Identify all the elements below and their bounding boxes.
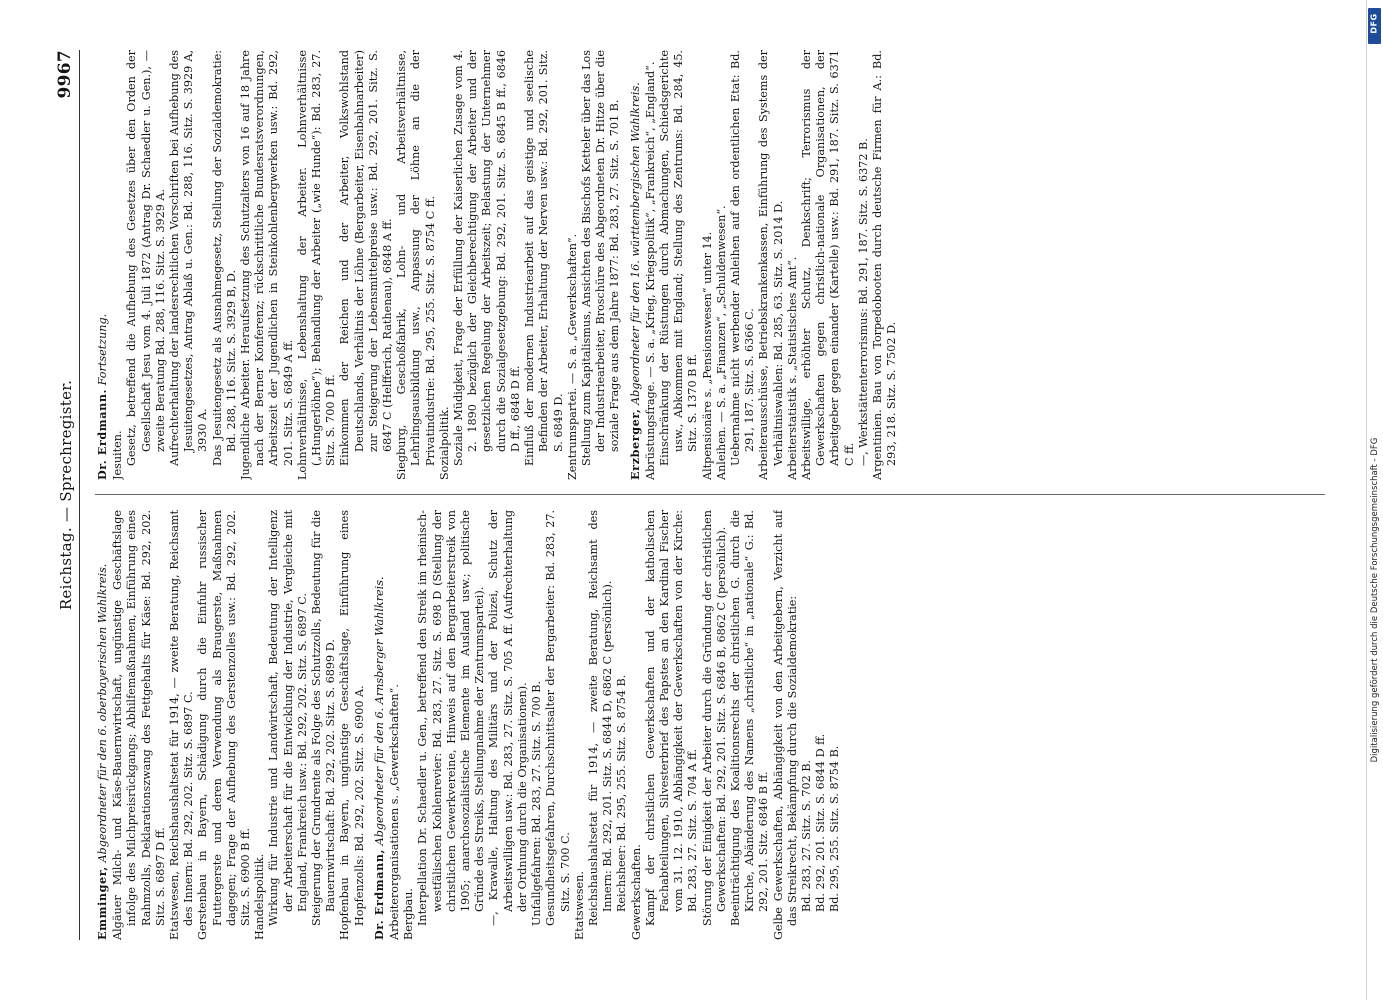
index-entry	[388, 510, 402, 940]
digitization-note-text: Digitalisierung gefördert durch die Deutsche Forschungsgemeinschaft - DFG	[1370, 437, 1380, 763]
index-entry	[196, 510, 253, 940]
index-entry	[701, 50, 715, 480]
index-entry-text: Gewerkschaften.	[629, 844, 643, 940]
dfg-logo	[1368, 8, 1381, 44]
index-entry-text: Einschränkung der Rüstungen durch Abmachungen, Schiedsgerichte usw., Abkommen mit England; Stellung des Zentrums: Bd. 284, 45. Sitz. S. 1370 B ff.	[657, 50, 700, 466]
index-entry	[530, 510, 544, 940]
index-entry	[786, 50, 800, 480]
index-entry-text: Beeinträchtigung des Koalitionsrechts der christlichen G. durch die Kirche, Abänderung des Namens „christliche“ in „nationale“ G.: Bd. 292, 201. Sitz. 6846 B ff.	[728, 510, 771, 926]
index-entry	[211, 50, 239, 480]
index-entry	[644, 510, 701, 940]
index-entry-text: Bd. 292, 201. Sitz. S. 6844 D ff.	[814, 733, 828, 912]
index-entry-text: Etatswesen.	[572, 871, 586, 940]
index-entry	[111, 50, 125, 480]
index-entry-text: Algäuer Milch- und Käse-Bauernwirtschaft, ungünstige Geschäftslage infolge des Milchpreisrückgangs; Abhilfemaßnahmen, Einführung eines Rahmzolls, Deklarationszwang des Fettgehalts für Käse: Bd. 292, 202. Sitz. S. 6897 D ff.	[111, 510, 167, 940]
index-entry-text: Reichshaushaltsetat für 1914, — zweite Beratung, Reichsamt des Innern: Bd. 292, 201. Sitz. S. 6844 D, 6862 C (persönlich).	[586, 510, 615, 926]
index-entry-text: Arbeiterstatistik s. „Statistisches Amt“.	[785, 256, 799, 480]
index-entry-text: Sozialpolitik.	[437, 406, 451, 480]
speaker-description: Abgeordneter für den 6. Arnsberger Wahlkreis.	[372, 576, 386, 846]
index-entry	[757, 50, 785, 480]
speaker-description: Fortsetzung.	[96, 313, 109, 386]
index-entry	[111, 510, 168, 940]
index-entry-text: Das Jesuitengesetz als Ausnahmegesetz, Stellung der Sozialdemokratie: Bd. 288, 116. Sitz. S. 3929 B, D.	[210, 50, 238, 466]
index-entry	[168, 50, 211, 480]
index-entry	[267, 510, 310, 940]
index-entry-text: Bergbau.	[402, 888, 416, 940]
index-entry	[573, 510, 587, 940]
index-entry	[438, 50, 452, 480]
index-entry	[615, 510, 629, 940]
index-entry	[871, 50, 899, 480]
rotated-text-block	[55, 50, 1340, 940]
index-entry-text: Abrüstungsfrage. — S. a. „Krieg, Kriegspolitik“, „Frankreich“, „England“.	[643, 61, 657, 480]
index-entry	[800, 510, 814, 940]
index-entry	[253, 510, 267, 940]
index-entry-text: Störung der Einigkeit der Arbeiter durch die Gründung der christlichen Gewerkschaften: Bd. 292, 201. Sitz. S. 6846 B, 6862 C (persönlich).	[700, 510, 728, 926]
index-entry-text: Aufrechterhaltung der landesrechtlichen Vorschriften bei Aufhebung des Jesuitengesetzes, Antrag Ablaß u. Gen.: Bd. 288, 116. Sitz. S. 3929 A, 3930 A.	[168, 50, 210, 466]
speaker-heading	[95, 50, 110, 480]
index-entry-text: Steigerung der Grundrente als Folge des Schutzzolls, Bedeutung für die Bauernwirtschaft: Bd. 292, 202. Sitz. S. 6899 D.	[310, 510, 338, 926]
speaker-description: Abgeordneter für den 16. württembergischen Wahlkreis.	[628, 82, 642, 405]
index-entry-text: Reichsheer: Bd. 295, 255. Sitz. S. 8754 B.	[615, 674, 629, 912]
index-entry-text: Uebernahme nicht werbender Anleihen auf den ordentlichen Etat: Bd. 291, 187. Sitz. S. 6366 C.	[728, 50, 757, 466]
index-entry	[772, 510, 800, 940]
speaker-heading	[95, 510, 110, 940]
index-entry	[857, 50, 871, 480]
index-entry-text: Einfluß der modernen Industriearbeit auf das geistige und seelische Befinden der Arbeiter, Erhaltung der Nerven usw.: Bd. 292, 201. Sitz. S. 6849 D.	[523, 50, 565, 466]
index-entry-text: Gesetz, betreffend die Aufhebung des Gesetzes über den Orden der Gesellschaft Jesu vom 4. Juli 1872 (Antrag Dr. Schaedler u. Gen.), — zweite Beratung Bd. 288, 116. Sitz. S. 3929 A.	[125, 50, 167, 466]
index-entry-text: Arbeiterorganisationen s. „Gewerkschaften“.	[388, 684, 402, 940]
speaker-name: Emminger,	[95, 866, 109, 940]
index-entry	[800, 50, 857, 480]
index-entry	[452, 50, 523, 480]
index-entry	[580, 50, 623, 480]
index-entry	[701, 510, 729, 940]
left-column	[95, 510, 1325, 940]
index-entry	[395, 50, 438, 480]
column-divider	[95, 494, 1325, 495]
index-entry-text: Etatswesen, Reichshaushaltsetat für 1914, — zweite Beratung, Reichsamt des Innern: Bd. 292, 202. Sitz. S. 6897 C.	[168, 510, 196, 940]
index-entry	[523, 50, 566, 480]
index-entry-text: Stellung zum Kapitalismus, Ansichten des Bischofs Ketteler über das Los der Industriearbeiter, Broschüre des Abgeordneten Dr. Hitze über die soziale Frage aus dem Jahre 1877: Bd. 283, 27. Sitz. S. 701 B.	[579, 50, 622, 466]
index-entry-text: Arbeitswillige, erhöhter Schutz, Denkschrift; Terrorismus der Gewerkschaften gegen christlich-nationale Organisationen, der Arbeitgeber gegen einander (Kartelle) usw.: Bd. 291, 187. Sitz. S. 6371 C ff.	[799, 50, 856, 480]
index-entry-text: Gesundheitsgefahren, Durchschnittsalter der Bergarbeiter: Bd. 283, 27. Sitz. S. 700 C.	[544, 510, 572, 926]
index-entry-text: Argentinien. Bau von Torpedobooten durch deutsche Firmen für A.: Bd. 293, 218. Sitz. S. 7502 D.	[870, 50, 899, 480]
index-entry	[729, 50, 757, 480]
index-entry-text: Bd. 283, 27. Sitz. S. 702 B.	[799, 759, 813, 912]
index-entry	[715, 50, 729, 480]
index-entry-text: Lohnverhältnisse, Lebenshaltung der Arbeiter. Lohnverhältnisse („Hungerlöhne“); Behandlung der Arbeiter („wie Hunde“): Bd. 283, 27. Sitz. S. 700 D ff.	[295, 50, 338, 480]
index-entry-text: Anleihen. — S. a. „Finanzen“, „Schuldenwesen“.	[714, 205, 728, 480]
index-entry-text: Jesuiten.	[111, 430, 125, 480]
index-entry-text: Hopfenbau in Bayern, ungünstige Geschäftslage, Einführung eines Hopfenzolls: Bd. 292, 202. Sitz. S. 6900 A.	[338, 510, 366, 940]
index-entry	[587, 510, 615, 940]
index-entry-text: Soziale Müdigkeit, Frage der Erfüllung der Kaiserlichen Zusage vom 4. 2. 1890 bezüglich der Gleichberechtigung der Arbeiter und der gesetzlichen Regelung der Arbeitszeit; Belastung der Unternehmer durch die Sozialgesetzgebung: Bd. 292, 201. Sitz. S. 6845 B ff., 6846 D ff., 6848 D ff.	[452, 50, 522, 466]
index-entry-text: Gelbe Gewerkschaften, Abhängigkeit von den Arbeitgebern, Verzicht auf das Streikrecht, Bekämpfung durch die Sozialdemokratie:	[771, 510, 799, 940]
index-entry	[338, 510, 366, 940]
index-entry-text: Handelspolitik.	[253, 853, 267, 940]
speaker-description: Abgeordneter für den 6. oberbayerischen Wahlkreis.	[96, 563, 109, 863]
index-entry	[168, 510, 196, 940]
index-entry	[566, 50, 580, 480]
index-entry-text: Altpensionäre s. „Pensionswesen“ unter 14.	[700, 231, 714, 480]
speaker-name: Dr. Erdmann.	[95, 388, 109, 480]
index-entry	[630, 510, 644, 940]
index-entry	[125, 50, 168, 480]
index-entry	[296, 50, 339, 480]
index-entry-text: Kampf der christlichen Gewerkschaften und der katholischen Fachabteilungen, Silvesterbrief des Papstes an den Kardinal Fischer vom 31. 12. 1910, Abhängigkeit der Gewerkschaften von der Kirche: Bd. 283, 27. Sitz. S. 704 A ff.	[643, 510, 700, 926]
index-entry-text: Gerstenbau in Bayern, Schädigung durch die Einfuhr russischer Futtergerste und deren Verwendung als Braugerste, Maßnahmen dagegen; Frage der Aufhebung des Gerstenzolles usw.: Bd. 292, 202. Sitz. S. 6900 B ff.	[196, 510, 253, 940]
index-entry-text: Wirkung für Industrie und Landwirtschaft, Bedeutung der Intelligenz der Arbeiterschaft für die Entwicklung der Industrie, Vergleiche mit England, Frankreich usw.: Bd. 292, 202. Sitz. S. 6897 C.	[267, 510, 309, 926]
speaker-name: Erzberger,	[627, 408, 642, 480]
index-entry	[544, 510, 572, 940]
index-entry-text: Jugendliche Arbeiter. Heraufsetzung des Schutzalters von 16 auf 18 Jahre nach der Berner Konferenz; rückschrittliche Bundesratsverordnungen, Arbeitszeit der Jugendlichen in Steinkohlenbergwerken usw.: Bd. 292, 201. Sitz. S. 6849 A ff.	[239, 50, 295, 480]
index-entry	[310, 510, 338, 940]
index-entry-text: Interpellation Dr. Schaedler u. Gen., betreffend den Streik im rheinisch-westfälischen Kohlenrevier: Bd. 283, 27. Sitz. S. 698 D (Stellung der christlichen Gewerkvereine, Hinweis auf den Bergarbeiterstreik von 1905; anarchosozialistische Elemente im Ausland usw.; politische Gründe des Streiks, Stellungnahme der Zentrumspartei).	[416, 510, 487, 926]
index-entry	[658, 50, 701, 480]
speaker-heading	[372, 510, 387, 940]
index-entry-text: Arbeiterausschüsse, Betriebskrankenkassen, Einführung des Systems der Verhältniswahlen: Bd. 285, 63. Sitz. S. 2014 D.	[757, 50, 785, 480]
index-entry	[644, 50, 658, 480]
page-number: 9967	[55, 50, 75, 99]
header-rule	[79, 50, 80, 940]
index-entry-text: —, Krawalle, Haltung des Militärs und der Polizei, Schutz der Arbeitswilligen usw.: Bd. 283, 27. Sitz. S. 705 A ff. (Aufrechterhaltung der Ordnung durch die Organisationen).	[487, 510, 529, 926]
index-entry-text: Unfallgefahren: Bd. 283, 27. Sitz. S. 700 B.	[530, 680, 544, 926]
speaker-name: Dr. Erdmann,	[371, 848, 386, 940]
index-entry	[416, 510, 487, 940]
index-entry-text: Bd. 295, 255. Sitz. S. 8754 B.	[828, 745, 842, 912]
dfg-logo-text: DFG	[1369, 13, 1379, 34]
index-entry	[239, 50, 296, 480]
index-entry-text: —, Werkstättenterrorismus: Bd. 291, 187. Sitz. S. 6372 B.	[856, 138, 870, 466]
index-entry-text: Siegburg, Geschoßfabrik, Lohn- und Arbeitsverhältnisse, Lehrlingsausbildung usw., Anpassung der Löhne an die der Privatindustrie: Bd. 295, 255. Sitz. S. 8754 C ff.	[395, 50, 437, 480]
index-entry	[338, 50, 395, 480]
running-head-title: Reichstag. — Sprechregister.	[57, 379, 75, 611]
index-entry	[729, 510, 772, 940]
index-entry	[814, 510, 828, 940]
running-head	[55, 50, 81, 940]
index-entry	[487, 510, 530, 940]
index-entry	[828, 510, 842, 940]
index-entry-text: Einkommen der Reichen und der Arbeiter, Volkswohlstand Deutschlands, Verhältnis der Löhne (Bergarbeiter, Eisenbahnarbeiter) zur Steigerung der Lebensmittelpreise usw.: Bd. 292, 201. Sitz. S. 6847 C (Helfferich, Rathenau), 6848 A ff.	[338, 50, 395, 466]
index-entry	[402, 510, 416, 940]
right-column	[95, 50, 1325, 480]
speaker-heading	[628, 50, 643, 480]
index-entry-text: Zentrumspartei. — S. a. „Gewerkschaften“.	[565, 233, 579, 480]
